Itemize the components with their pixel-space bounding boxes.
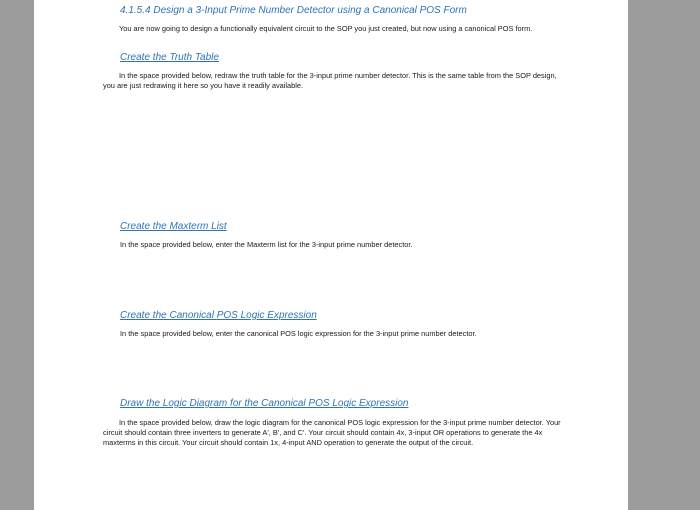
document-page [34,0,628,510]
maxterm-list-instructions: In the space provided below, enter the Maxterm list for the 3-input prime number detector. [120,240,413,249]
section-title: 4.1.5.4 Design a 3-Input Prime Number Detector using a Canonical POS Form [120,5,467,16]
maxterm-list-heading: Create the Maxterm List [120,221,227,232]
logic-diagram-instructions: In the space provided below, draw the logic diagram for the canonical POS logic expression for the 3-input prime number detector. Your circuit should contain three inverters to generate A', B', and C'. Your circuit should contain 4x, 3-input OR operations to generate the 4x maxterms in this circuit. Your circuit should contain 1x, 4-input AND operation to generate the output of the circuit. [103,418,561,447]
intro-paragraph: You are now going to design a functionally equivalent circuit to the SOP you just created, but now using a canonical POS form. [119,24,533,33]
truth-table-heading: Create the Truth Table [120,52,219,63]
truth-table-instructions: In the space provided below, redraw the truth table for the 3-input prime number detector. This is the same table from the SOP design, you are just redrawing it here so you have it readily available. [103,71,557,90]
pos-expression-instructions: In the space provided below, enter the canonical POS logic expression for the 3-input prime number detector. [120,329,477,338]
pos-expression-heading: Create the Canonical POS Logic Expression [120,310,317,321]
logic-diagram-heading: Draw the Logic Diagram for the Canonical POS Logic Expression [120,398,409,409]
